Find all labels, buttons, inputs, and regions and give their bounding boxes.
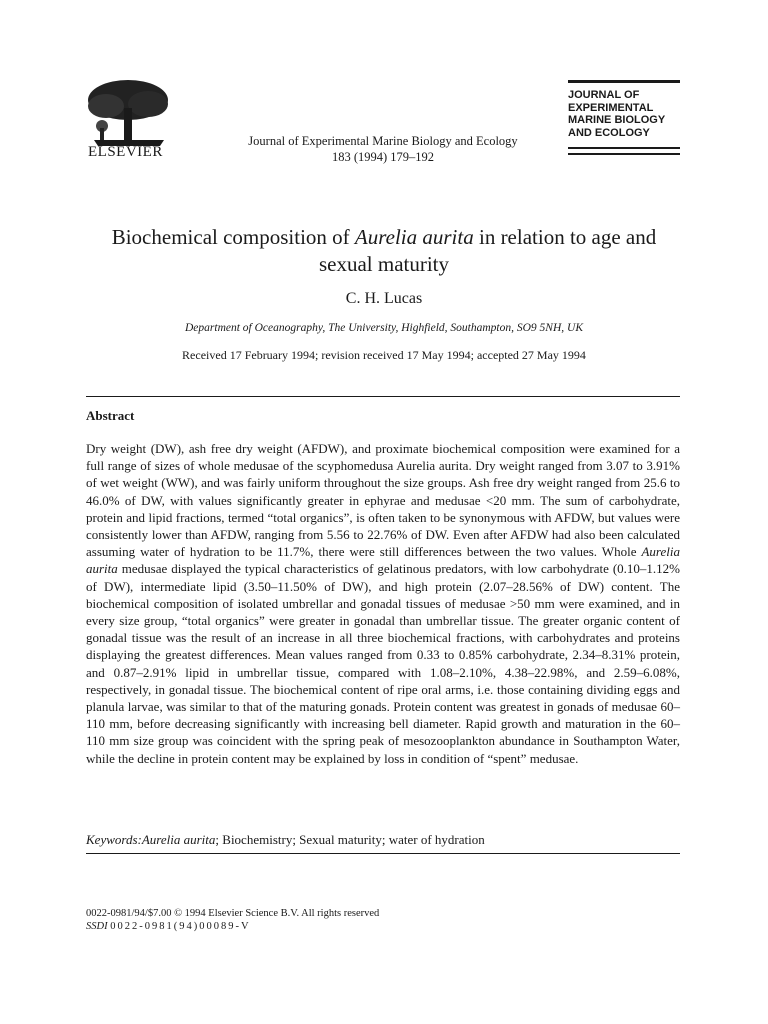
ssdi-line xyxy=(86,921,251,932)
keywords-rest: ; Biochemistry; Sexual maturity; water of hydration xyxy=(215,832,485,847)
divider xyxy=(86,396,680,397)
volume-pages: 183 (1994) 179–192 xyxy=(331,150,435,164)
abstract-text-part: medusae displayed the typical characteristics of gelatinous predators, with low carbohydrate (0.10–1.12% of DW), intermediate lipid (3.50–11.50% of DW), and high protein (2.07–28.56% of DW) content. The biochemical composition of isolated umbrellar and gonadal tissues of medusae >50 mm were examined, and in every size group, “total organics” were greater in gonadal than umbrellar tissue. The greater organic content of gonadal tissue was the result of an increase in all three biochemical fractions, with carbohydrates and proteins displaying the greatest differences. Mean values ranged from 0.33 to 0.85% carbohydrate, 2.34–8.31% protein, and 0.87–2.91% lipid in umbrellar tissue, compared with 1.08–2.10%, 4.38–22.98%, and 2.59–6.08%, respectively, in gonadal tissue. The biochemical content of ripe oral arms, i.e. those containing dividing eggs and planula larvae, was similar to that of the maturing gonads. Protein content was greatest in gonads of medusae 60–110 mm, before decreasing significantly with increasing bell diameter. Rapid growth and maturation in the 60–110 mm size group was coincident with the spring peak of mesozooplankton abundance in Southampton Water, while the decline in protein content may be explained by loss in condition of “spent” medusae. xyxy=(86,561,680,766)
abstract-text xyxy=(86,440,680,767)
brand-rule-bottom xyxy=(568,147,680,149)
keyword-species: Aurelia aurita xyxy=(141,832,216,847)
brand-rule-bottom xyxy=(568,153,680,155)
received-dates: Received 17 February 1994; revision received 17 May 1994; accepted 27 May 1994 xyxy=(182,348,586,362)
abstract-heading: Abstract xyxy=(86,408,135,423)
abstract-species: Aurelia aurita xyxy=(86,544,680,577)
copyright-line: 0022-0981/94/$7.00 © 1994 Elsevier Science B.V. All rights reserved xyxy=(86,908,380,919)
journal-brand-box xyxy=(568,80,680,155)
ssdi-label: SSDI xyxy=(86,921,108,932)
article-title xyxy=(84,224,684,278)
journal-brand-name: JOURNAL OF EXPERIMENTAL MARINE BIOLOGY AND ECOLOGY xyxy=(568,89,666,139)
keywords-label: Keywords: xyxy=(86,832,142,847)
brand-rule-top xyxy=(568,80,680,83)
author-name: C. H. Lucas xyxy=(345,290,423,307)
keywords xyxy=(86,832,680,848)
publisher-name: ELSEVIER xyxy=(88,144,163,160)
title-species: Aurelia aurita xyxy=(354,225,474,249)
journal-citation xyxy=(228,133,538,165)
ssdi-value: 0022-0981(94)00089-V xyxy=(110,921,251,932)
author-affiliation: Department of Oceanography, The University, Highfield, Southampton, SO9 5NH, UK xyxy=(185,322,583,334)
divider xyxy=(86,853,680,854)
title-part: Biochemical composition of xyxy=(111,225,355,249)
journal-name: Journal of Experimental Marine Biology and Ecology xyxy=(248,134,518,148)
title-part: in relation to age and sexual maturity xyxy=(318,225,657,276)
abstract-text-part: Dry weight (DW), ash free dry weight (AFDW), and proximate biochemical composition were examined for a full range of sizes of whole medusae of the scyphomedusa Aurelia aurita. Dry weight ranged from 3.07 to 3.91% of wet weight (WW), and was fairly uniform throughout the size groups. Ash free dry weight ranged from 25.6 to 46.0% of DW, with values significantly greater in ephyrae and medusae <20 mm. The sum of carbohydrate, protein and lipid fractions, termed “total organics”, is often taken to be synonymous with AFDW, but values were consistently lower than AFDW, ranging from 5.56 to 22.76% of DW. Even after AFDW had also been calculated assuming water of hydration to be 11.7%, there were still differences between the two values. Whole xyxy=(86,441,680,560)
